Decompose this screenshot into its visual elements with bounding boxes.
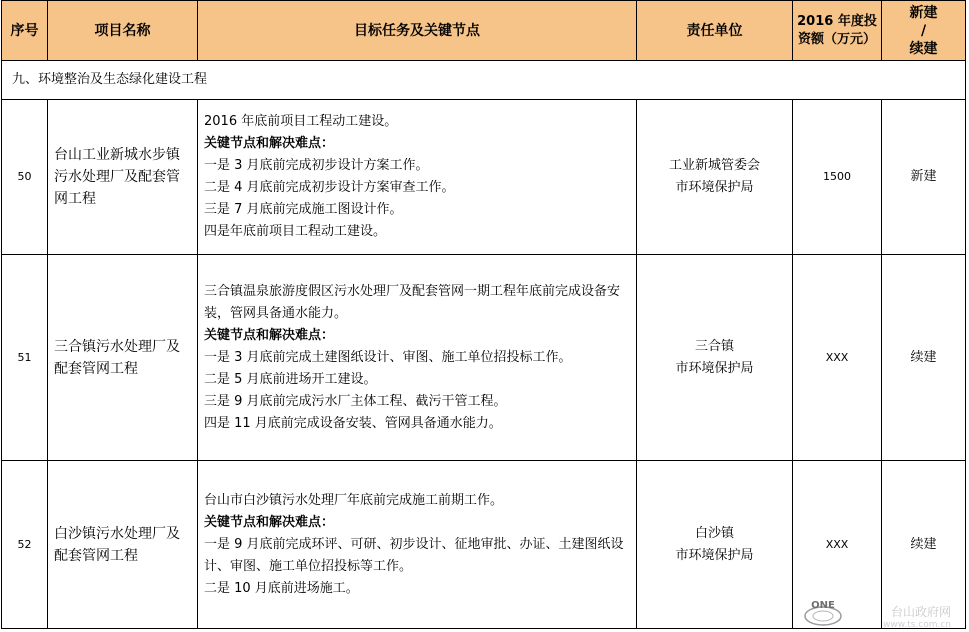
task-line: 二是 10 月底前进场施工。 [204, 580, 359, 596]
table-row [2, 100, 966, 255]
row-type: 新建 [882, 100, 966, 255]
row-no: 50 [2, 100, 48, 255]
task-line: 三是 9 月底前完成污水厂主体工程、截污干管工程。 [204, 393, 507, 409]
header-no: 序号 [2, 1, 48, 61]
task-key-heading: 关键节点和解决难点： [204, 327, 335, 343]
header-name: 项目名称 [48, 1, 198, 61]
header-unit: 责任单位 [637, 1, 793, 61]
row-no: 52 [2, 461, 48, 629]
unit-secondary: 市环境保护局 [675, 360, 754, 376]
project-table [1, 0, 966, 629]
row-unit [637, 100, 793, 255]
task-line: 四是年底前项目工程动工建设。 [204, 224, 387, 239]
row-invest: 1500 [793, 100, 882, 255]
row-unit [637, 461, 793, 629]
unit-secondary: 市环境保护局 [675, 180, 754, 195]
task-line: 四是 11 月底前完成设备安装、管网具备通水能力。 [204, 415, 502, 431]
header-invest-label: 2016 年度投资额（万元） [797, 13, 877, 47]
header-type [882, 1, 966, 61]
task-key-heading: 关键节点和解决难点： [204, 514, 335, 530]
watermark-url: www.ts.com.cn [883, 620, 951, 630]
unit-primary: 工业新城管委会 [668, 158, 760, 173]
task-line: 二是 4 月底前完成初步设计方案审查工作。 [204, 180, 455, 195]
row-invest: XXX [793, 461, 882, 629]
header-type-cont: 续建 [909, 40, 938, 57]
row-invest: XXX [793, 255, 882, 461]
row-type: 续建 [882, 255, 966, 461]
task-key-heading: 关键节点和解决难点： [204, 136, 335, 151]
unit-secondary: 市环境保护局 [675, 547, 754, 563]
row-no: 51 [2, 255, 48, 461]
section-title: 九、环境整治及生态绿化建设工程 [2, 61, 966, 100]
watermark-logo-text: ONE [811, 600, 835, 611]
row-task [198, 255, 637, 461]
header-row [2, 1, 966, 61]
section-row [2, 61, 966, 100]
header-type-slash: / [920, 22, 927, 39]
watermark [801, 600, 951, 630]
watermark-logo-icon [801, 596, 845, 626]
task-line: 台山市白沙镇污水处理厂年底前完成施工前期工作。 [204, 492, 504, 508]
task-line: 三是 7 月底前完成施工图设计作。 [204, 202, 403, 217]
unit-primary: 三合镇 [694, 338, 734, 354]
row-name: 白沙镇污水处理厂及配套管网工程 [48, 461, 198, 629]
table-row [2, 255, 966, 461]
header-invest [793, 1, 882, 61]
header-type-new: 新建 [909, 4, 938, 21]
task-line: 一是 3 月底前完成初步设计方案工作。 [204, 158, 429, 173]
task-line: 二是 5 月底前进场开工建设。 [204, 371, 377, 387]
row-task [198, 461, 637, 629]
task-line: 三合镇温泉旅游度假区污水处理厂及配套管网一期工程年底前完成设备安装，管网具备通水能力。 [204, 283, 621, 321]
header-task: 目标任务及关键节点 [198, 1, 637, 61]
row-task [198, 100, 637, 255]
row-name: 三合镇污水处理厂及配套管网工程 [48, 255, 198, 461]
row-type: 续建 [882, 461, 966, 629]
task-line: 2016 年底前项目工程动工建设。 [204, 114, 398, 129]
row-name: 台山工业新城水步镇污水处理厂及配套管网工程 [48, 100, 198, 255]
task-line: 一是 3 月底前完成土建图纸设计、审图、施工单位招投标工作。 [204, 349, 572, 365]
task-line: 一是 9 月底前完成环评、可研、初步设计、征地审批、办证、土建图纸设计、审图、施工单位招投标等工作。 [204, 536, 624, 574]
unit-primary: 白沙镇 [694, 525, 734, 541]
watermark-text: 台山政府网 [890, 605, 951, 619]
row-unit [637, 255, 793, 461]
